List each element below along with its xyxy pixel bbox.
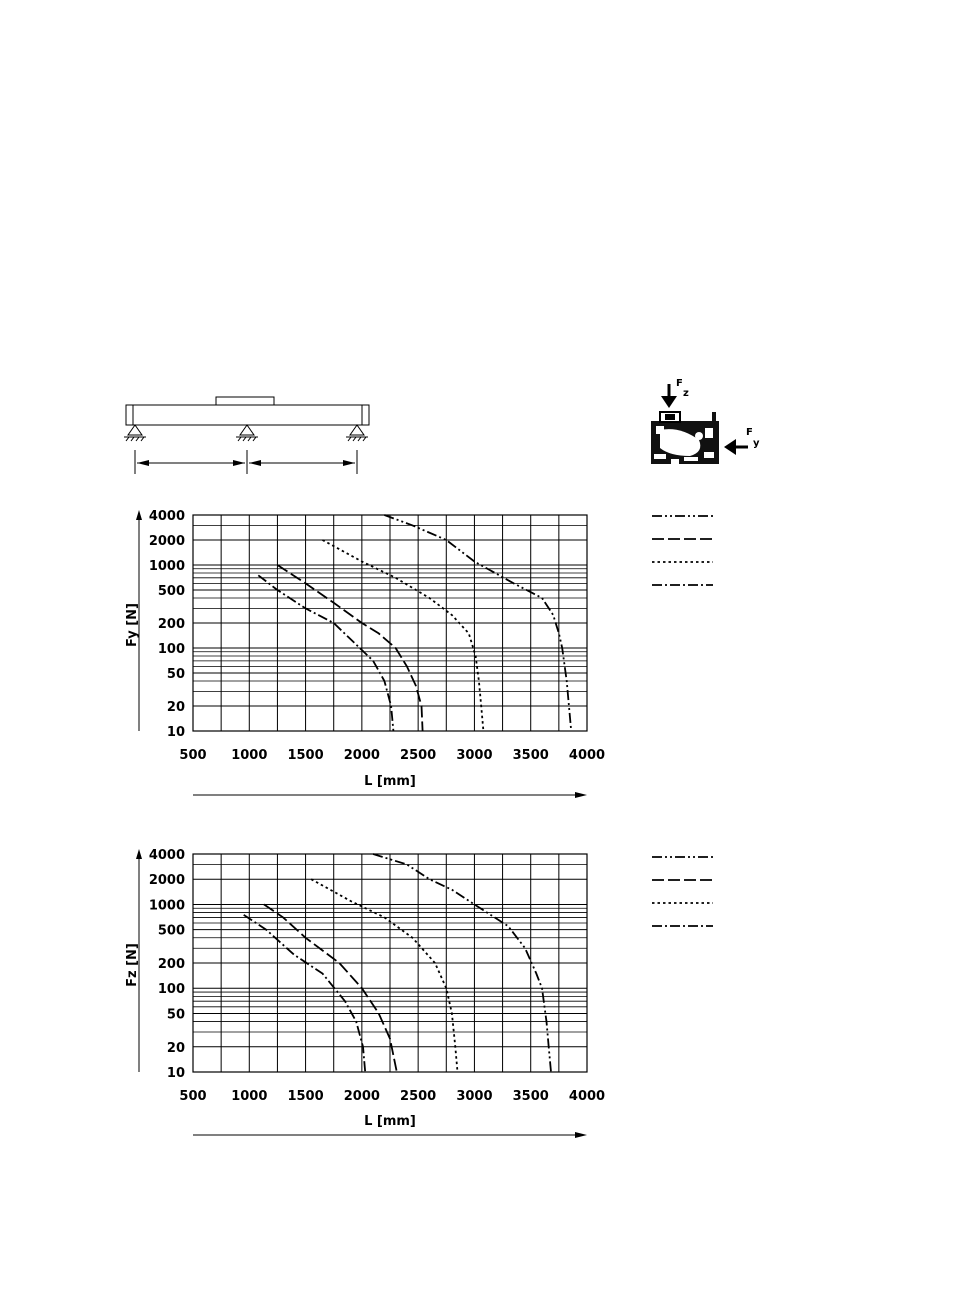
force-arrow-down-icon (661, 384, 677, 408)
y-axis-arrowhead (136, 510, 142, 520)
x-tick-label: 2000 (343, 1089, 380, 1104)
y-tick-label: 2000 (148, 873, 185, 889)
x-tick-label: 1000 (231, 1089, 268, 1104)
x-tick-label: 500 (179, 1089, 207, 1104)
y-tick-label: 500 (157, 923, 185, 939)
y-tick-label: 100 (157, 641, 185, 657)
x-axis-label: L [mm] (364, 1114, 416, 1129)
profile-section-icon (651, 412, 719, 464)
x-axis-arrowhead (575, 792, 587, 798)
y-tick-label: 10 (166, 1066, 185, 1081)
y-tick-label: 4000 (148, 509, 185, 524)
y-tick-label: 10 (166, 725, 185, 740)
x-tick-label: 4000 (568, 1089, 606, 1104)
fy-chart (125, 509, 713, 798)
y-tick-label: 50 (166, 1007, 185, 1023)
support-middle (236, 425, 258, 441)
beam-carriage (216, 397, 274, 405)
x-tick-label: 1500 (287, 748, 324, 763)
x-tick-label: 1500 (287, 1089, 324, 1104)
x-tick-label: 3000 (456, 748, 493, 763)
fz-chart (125, 848, 713, 1138)
force-fz-main-label: F (676, 378, 683, 389)
x-tick-label: 2500 (400, 748, 437, 763)
y-tick-label: 20 (166, 1040, 185, 1056)
x-tick-label: 3000 (456, 1089, 493, 1104)
support-right (346, 425, 368, 441)
y-tick-label: 1000 (148, 898, 185, 914)
x-tick-label: 1000 (231, 748, 268, 763)
y-tick-label: 20 (166, 700, 185, 716)
y-tick-label: 4000 (148, 848, 185, 863)
x-axis-label: L [mm] (364, 774, 416, 789)
x-tick-label: 3500 (512, 1089, 549, 1104)
beam-schematic (124, 397, 369, 474)
y-axis-arrowhead (136, 849, 142, 859)
y-tick-label: 500 (157, 583, 185, 599)
force-fz-sub-label: z (683, 388, 689, 399)
x-tick-label: 500 (179, 748, 207, 763)
y-tick-label: 200 (157, 957, 185, 972)
y-axis-label: Fy [N] (125, 603, 140, 647)
series-line-dash-dot (258, 575, 393, 731)
force-fy-sub-label: y (753, 438, 760, 449)
support-left (124, 425, 146, 441)
y-tick-label: 50 (166, 666, 185, 682)
force-arrow-left-icon (724, 439, 748, 455)
x-tick-label: 3500 (512, 748, 549, 763)
x-tick-label: 2500 (400, 1089, 437, 1104)
x-axis-arrowhead (575, 1132, 587, 1138)
series-line-dash-dot (244, 915, 366, 1072)
force-fy-main-label: F (746, 427, 753, 438)
y-axis-label: Fz [N] (125, 943, 140, 987)
y-tick-label: 100 (157, 982, 185, 998)
y-tick-label: 2000 (148, 533, 185, 549)
y-tick-label: 200 (157, 617, 185, 632)
beam-body (126, 405, 369, 425)
x-tick-label: 4000 (568, 748, 606, 763)
x-tick-label: 2000 (343, 748, 380, 763)
y-tick-label: 1000 (148, 558, 185, 574)
